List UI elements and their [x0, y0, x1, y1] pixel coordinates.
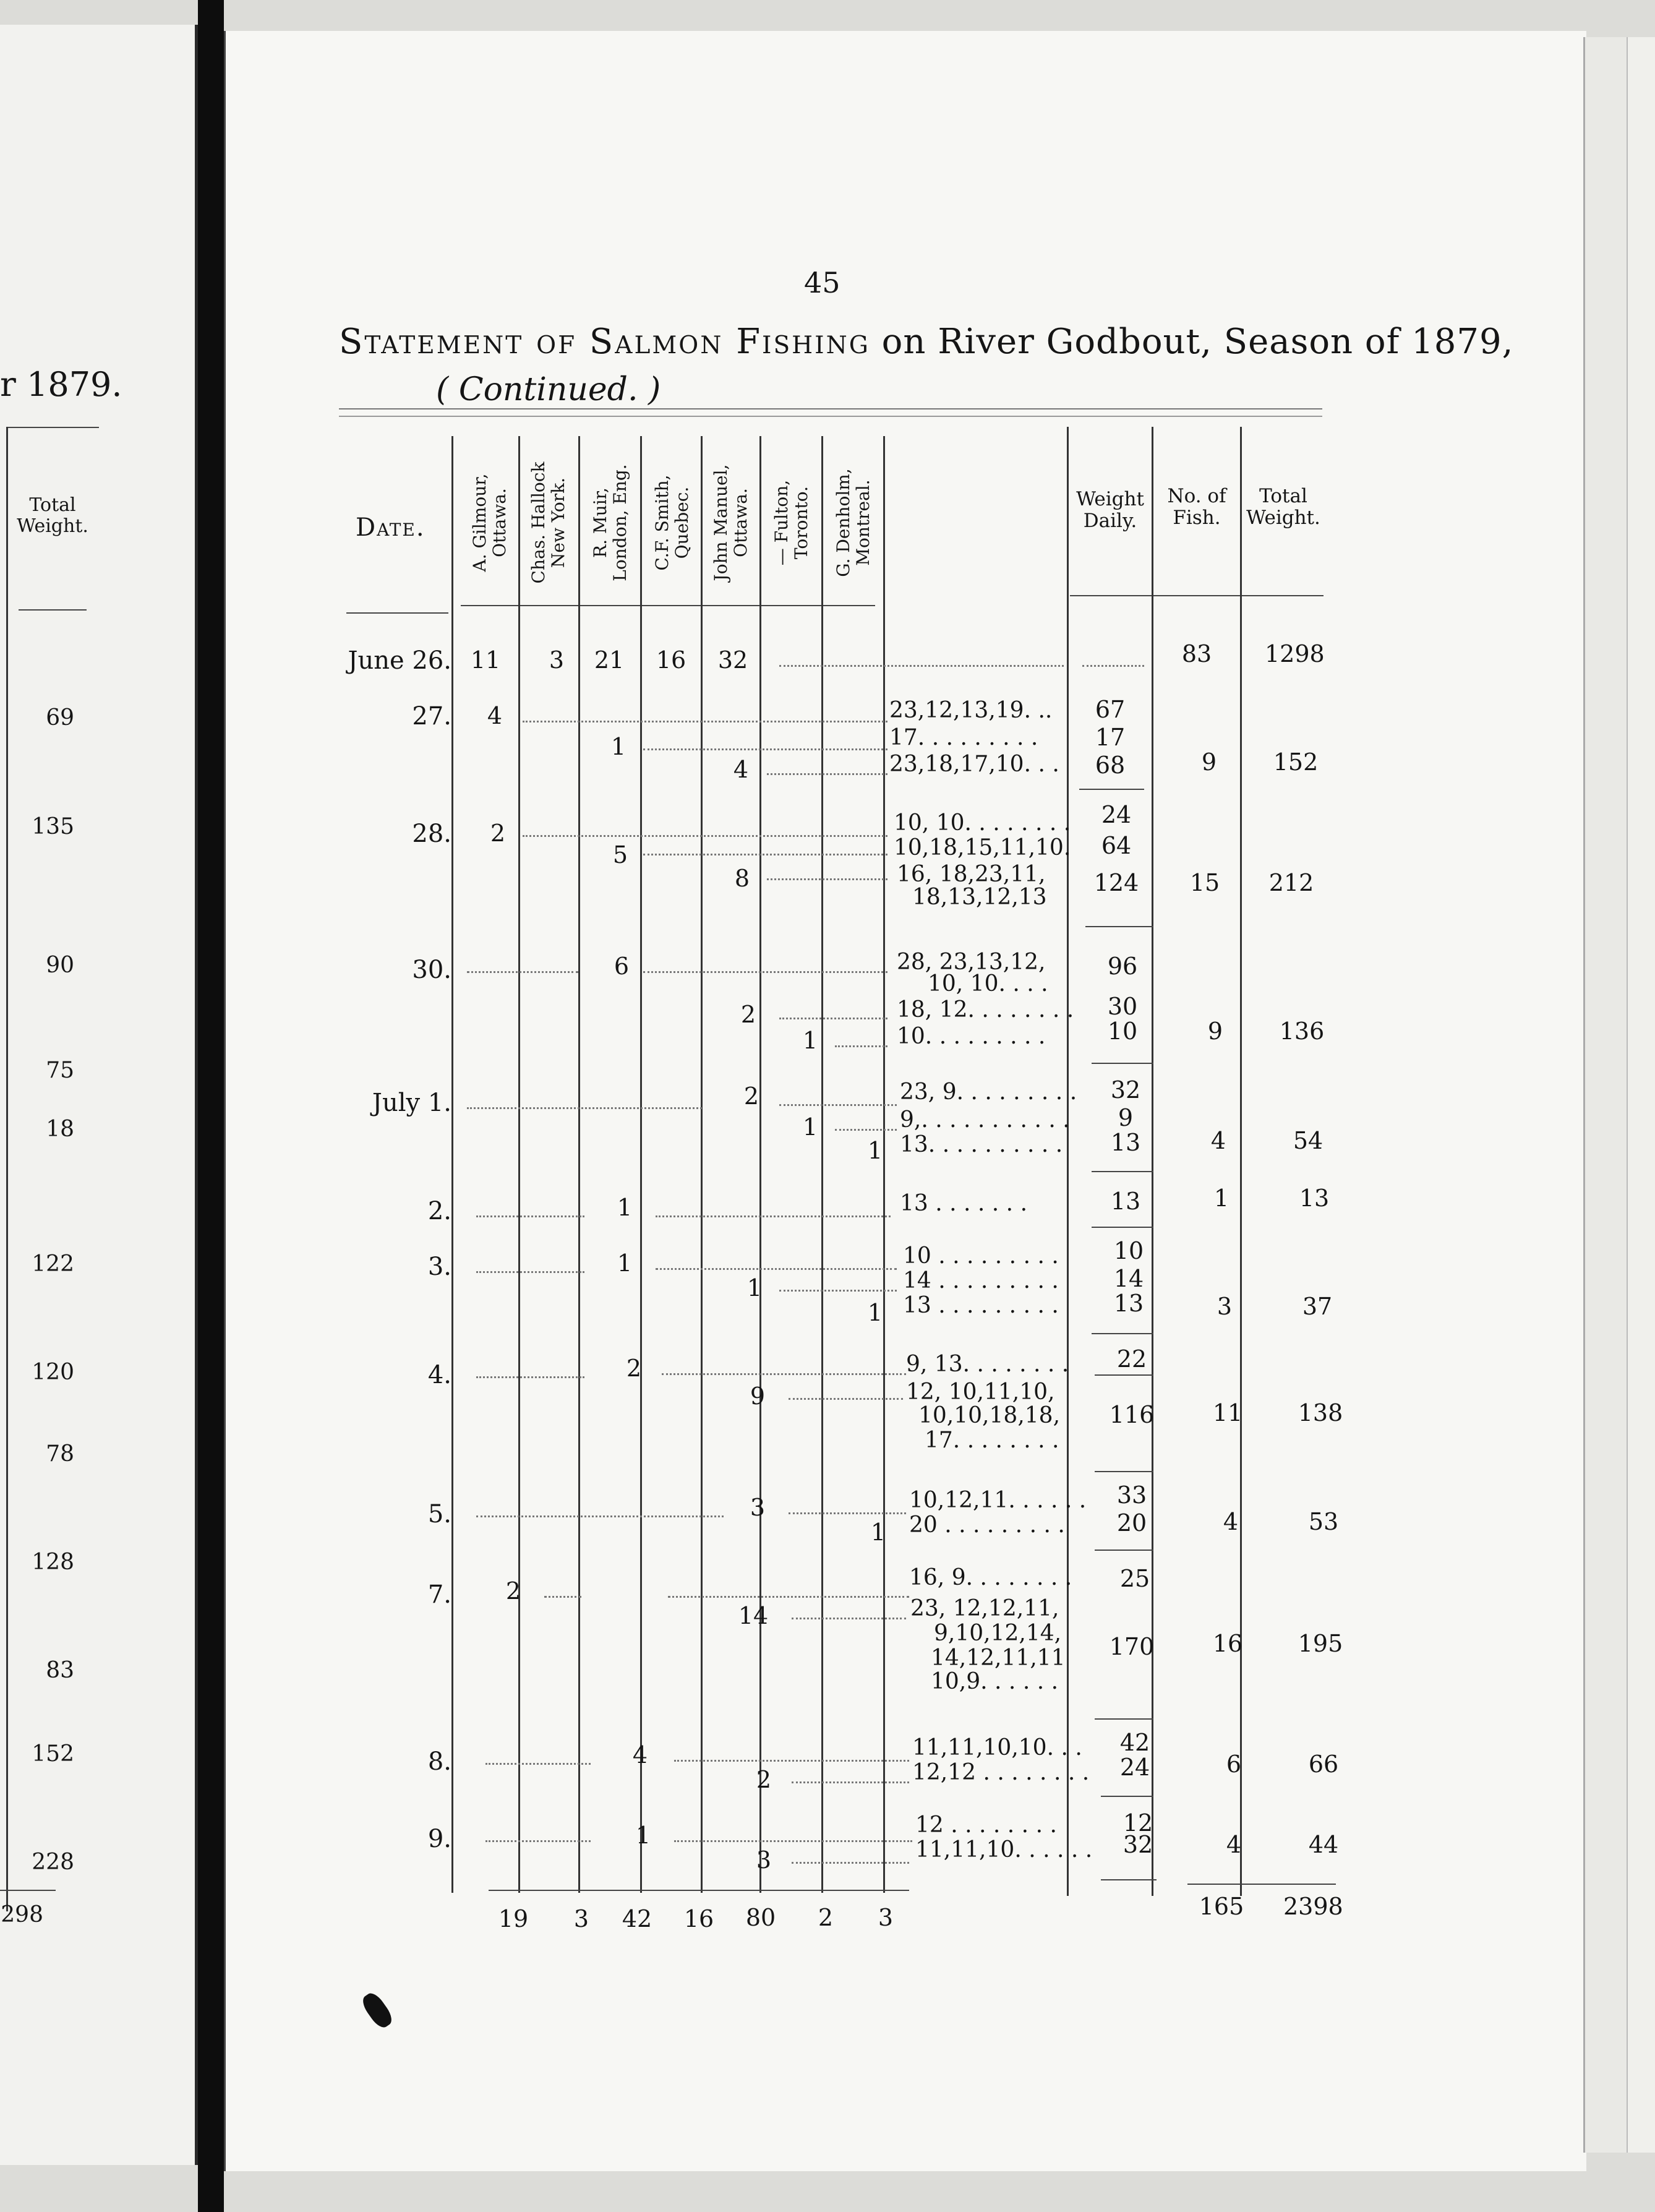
cell-detail: 10,12,11. . . . . .	[909, 1488, 1087, 1513]
cell-denholm: 1	[867, 1299, 883, 1326]
subtotal-rule	[1079, 789, 1144, 790]
prev-value: 152	[32, 1741, 74, 1767]
header-weight-daily: Weight Daily.	[1076, 488, 1144, 532]
top-rule	[339, 416, 1322, 417]
row-date: 9.	[427, 1825, 451, 1853]
cell-detail: 16, 9. . . . . . . .	[909, 1565, 1072, 1590]
total-manuel: 80	[745, 1904, 776, 1931]
column-rule	[759, 436, 761, 1893]
cell-weight-daily: 20	[1116, 1509, 1147, 1537]
totals-rule	[489, 1890, 909, 1891]
row-date: June 26.	[348, 646, 451, 675]
header-angler: — Fulton, Toronto.	[771, 479, 811, 566]
prev-page-year: r 1879.	[0, 365, 122, 404]
cell-detail: 23,12,13,19. ..	[889, 698, 1053, 723]
cell-detail: 16, 18,23,11,	[897, 862, 1046, 887]
cell-detail-cont: 9,10,12,14,	[934, 1621, 1062, 1646]
dot-leader	[792, 1618, 906, 1619]
prev-total: 298	[1, 1902, 43, 1927]
cell-manuel: 2	[740, 1001, 756, 1028]
cell-detail: 9,. . . . . . . . . . .	[900, 1107, 1070, 1133]
dot-leader	[476, 1515, 724, 1517]
cell-weight-daily: 64	[1101, 832, 1132, 859]
book-gutter	[198, 0, 224, 2212]
title-rest: on River Godbout, Season of 1879,	[870, 322, 1514, 362]
prev-value: 75	[46, 1058, 74, 1083]
cell-no-of-fish: 6	[1226, 1751, 1242, 1778]
prev-page-header: Total Weight.	[17, 494, 88, 537]
cell-total-weight: 138	[1298, 1399, 1343, 1426]
cell-weight-daily: 13	[1110, 1188, 1141, 1215]
prev-value: 228	[32, 1850, 74, 1875]
total-hallock: 3	[573, 1905, 589, 1932]
cell-gilmour: 4	[487, 702, 503, 729]
cell-detail: 18, 12. . . . . . . .	[897, 997, 1074, 1022]
dot-leader	[643, 971, 887, 973]
cell-weight-daily: 96	[1107, 953, 1138, 980]
cell-detail-cont: 10,9. . . . . .	[931, 1669, 1059, 1694]
row-date: 4.	[427, 1361, 451, 1389]
prev-value: 83	[46, 1658, 74, 1683]
total-no-of-fish: 165	[1199, 1893, 1244, 1920]
subtotal-rule	[1092, 1063, 1153, 1064]
dot-leader	[656, 1268, 897, 1270]
prev-value: 18	[46, 1117, 74, 1142]
cell-detail: 17. . . . . . . . .	[889, 725, 1038, 750]
dot-leader	[668, 1596, 909, 1598]
cell-muir: 2	[626, 1355, 642, 1382]
header-angler: John Manuel, Ottawa.	[711, 464, 751, 581]
cell-weight-daily: 68	[1095, 752, 1126, 779]
cell-muir: 21	[594, 646, 625, 674]
cell-detail: 12,12 . . . . . . . .	[912, 1760, 1090, 1785]
cell-muir: 1	[610, 733, 627, 760]
cell-manuel: 3	[750, 1494, 766, 1521]
cell-weight-daily: 10	[1107, 1018, 1138, 1045]
cell-weight-daily: 13	[1113, 1290, 1144, 1317]
cell-no-of-fish: 9	[1201, 748, 1217, 776]
cell-manuel: 4	[733, 756, 749, 783]
cell-weight-daily: 24	[1119, 1754, 1150, 1781]
cell-no-of-fish: 3	[1217, 1293, 1233, 1320]
cell-muir: 1	[635, 1822, 651, 1849]
dot-leader	[476, 1215, 584, 1217]
cell-muir: 6	[614, 953, 630, 980]
cell-detail: 10, 10. . . . . . . .	[894, 810, 1071, 836]
subtotal-rule	[1092, 1333, 1153, 1334]
dot-leader	[467, 971, 578, 973]
prev-value: 135	[32, 814, 74, 839]
cell-weight-daily: 25	[1119, 1565, 1150, 1592]
cell-manuel: 14	[738, 1602, 769, 1629]
cell-total-weight: 44	[1308, 1831, 1339, 1858]
cell-weight-daily: 32	[1110, 1076, 1141, 1104]
cell-detail: 13 . . . . . . . . .	[903, 1293, 1059, 1318]
cell-detail: 10. . . . . . . . .	[897, 1024, 1046, 1049]
column-rule	[883, 436, 885, 1893]
dot-leader	[544, 1596, 581, 1598]
cell-detail: 12 . . . . . . . .	[915, 1812, 1057, 1838]
cell-detail: 10,18,15,11,10.	[894, 835, 1071, 860]
cell-manuel: 3	[756, 1846, 772, 1874]
cell-detail-cont: 17. . . . . . . .	[925, 1428, 1059, 1453]
previous-page	[0, 25, 199, 2165]
total-denholm: 3	[878, 1904, 894, 1931]
cell-weight-daily: 124	[1093, 869, 1139, 896]
cell-no-of-fish: 4	[1210, 1127, 1226, 1154]
dot-leader	[485, 1763, 591, 1765]
cell-weight-daily: 67	[1095, 696, 1126, 723]
totals-rule	[1187, 1884, 1336, 1885]
cell-muir: 1	[617, 1194, 633, 1221]
cell-detail: 13. . . . . . . . . .	[900, 1132, 1063, 1157]
row-date: 8.	[427, 1747, 451, 1776]
cell-detail: 23, 12,12,11,	[910, 1596, 1059, 1621]
total-gilmour: 19	[498, 1905, 529, 1932]
cell-detail-cont: 10, 10. . . .	[928, 971, 1048, 997]
cell-detail-cont: 10,10,18,18,	[918, 1403, 1061, 1428]
prev-value: 128	[32, 1550, 74, 1575]
cell-detail: 23,18,17,10. . .	[889, 752, 1059, 777]
cell-weight-daily: 9	[1118, 1104, 1134, 1131]
header-total-weight: Total Weight.	[1246, 485, 1320, 529]
cell-manuel: 9	[750, 1382, 766, 1410]
header-rule	[346, 612, 448, 614]
cell-denholm: 1	[870, 1519, 886, 1546]
dot-leader	[485, 1840, 591, 1842]
cell-gilmour: 2	[505, 1577, 521, 1605]
cell-weight-daily: 42	[1119, 1729, 1150, 1756]
cell-detail: 13 . . . . . . .	[900, 1191, 1028, 1216]
cell-manuel: 32	[717, 646, 748, 674]
column-rule	[1240, 427, 1242, 1896]
cell-total-weight: 212	[1268, 869, 1314, 896]
column-rule	[1152, 427, 1153, 1896]
header-angler: Chas. Hallock New York.	[528, 461, 568, 584]
column-rule	[640, 436, 642, 1893]
cell-weight-daily: 13	[1110, 1129, 1141, 1156]
prev-value: 69	[46, 705, 74, 731]
prev-value: 120	[32, 1360, 74, 1385]
cell-muir: 1	[617, 1250, 633, 1277]
page-edge	[1583, 37, 1628, 2153]
cell-no-of-fish: 83	[1181, 640, 1212, 667]
cell-detail-cont: 18,13,12,13	[912, 885, 1047, 910]
subtotal-rule	[1085, 926, 1153, 927]
top-rule	[339, 408, 1322, 409]
cell-hallock: 3	[549, 646, 565, 674]
cell-weight-daily: 12	[1123, 1809, 1153, 1837]
dot-leader	[523, 721, 887, 722]
dot-leader	[779, 665, 1064, 667]
cell-weight-daily: 10	[1113, 1237, 1144, 1264]
dot-leader	[643, 748, 887, 750]
dot-leader	[792, 1781, 909, 1783]
header-no-of-fish: No. of Fish.	[1167, 485, 1226, 529]
row-date: 27.	[412, 702, 451, 731]
cell-total-weight: 37	[1302, 1293, 1333, 1320]
cell-total-weight: 13	[1299, 1185, 1330, 1212]
total-muir: 42	[622, 1905, 652, 1932]
cell-detail: 12, 10,11,10,	[906, 1379, 1055, 1405]
column-rule	[451, 436, 453, 1893]
cell-detail: 10 . . . . . . . . .	[903, 1243, 1059, 1269]
prev-page-rule	[6, 427, 99, 428]
header-rule	[1070, 595, 1324, 596]
cell-gilmour: 11	[470, 646, 501, 674]
total-weight: 2398	[1283, 1893, 1343, 1920]
dot-leader	[476, 1271, 584, 1273]
cell-detail: 9, 13. . . . . . . .	[906, 1352, 1069, 1377]
cell-detail: 20 . . . . . . . . .	[909, 1512, 1065, 1538]
dot-leader	[767, 773, 887, 775]
cell-detail-cont: 14,12,11,11	[931, 1645, 1066, 1671]
dot-leader	[779, 1290, 897, 1292]
row-date: 7.	[427, 1580, 451, 1609]
page-number: 45	[804, 266, 840, 299]
cell-no-of-fish: 11	[1212, 1399, 1243, 1426]
column-rule	[518, 436, 520, 1893]
row-date: 3.	[427, 1253, 451, 1281]
page-title	[339, 322, 1513, 362]
cell-weight-daily: 24	[1101, 801, 1132, 828]
cell-total-weight: 53	[1308, 1508, 1339, 1535]
cell-weight-daily: 170	[1109, 1633, 1155, 1660]
dot-leader	[789, 1398, 903, 1400]
header-angler: R. Muir, London, Eng.	[590, 464, 630, 581]
cell-no-of-fish: 1	[1213, 1185, 1229, 1212]
dot-leader	[662, 1373, 906, 1375]
subtotal-rule	[1095, 1471, 1153, 1472]
row-date: 5.	[427, 1500, 451, 1528]
totals-rule	[1101, 1879, 1157, 1880]
prev-value: 90	[46, 953, 74, 978]
dot-leader	[476, 1376, 584, 1378]
cell-weight-daily: 17	[1095, 724, 1126, 751]
column-rule	[701, 436, 703, 1893]
cell-no-of-fish: 4	[1223, 1508, 1239, 1535]
cell-muir: 4	[632, 1741, 648, 1768]
dot-leader	[779, 1018, 887, 1019]
cell-total-weight: 54	[1293, 1127, 1324, 1154]
cell-total-weight: 136	[1279, 1018, 1325, 1045]
subtotal-rule	[1095, 1374, 1153, 1376]
cell-detail: 11,11,10. . . . . .	[915, 1837, 1093, 1863]
cell-detail: 14 . . . . . . . . .	[903, 1268, 1059, 1293]
cell-weight-daily: 14	[1113, 1265, 1144, 1292]
row-date: July 1.	[372, 1089, 451, 1117]
prev-value: 78	[46, 1441, 74, 1467]
cell-fulton: 1	[802, 1027, 818, 1054]
cell-weight-daily: 33	[1116, 1481, 1147, 1509]
dot-leader	[767, 878, 887, 880]
dot-leader	[467, 1107, 702, 1109]
cell-no-of-fish: 4	[1226, 1831, 1242, 1858]
cell-total-weight: 66	[1308, 1751, 1339, 1778]
cell-weight-daily: 22	[1116, 1345, 1147, 1373]
cell-no-of-fish: 16	[1212, 1630, 1243, 1657]
dot-leader	[674, 1760, 909, 1762]
header-angler: G. Denholm, Montreal.	[833, 468, 873, 577]
cell-weight-daily: 30	[1107, 993, 1138, 1020]
cell-manuel: 2	[743, 1082, 759, 1110]
dot-leader	[1082, 665, 1144, 667]
cell-total-weight: 195	[1298, 1630, 1343, 1657]
title-smallcaps: Statement of Salmon Fishing	[339, 322, 870, 362]
header-date: Date.	[356, 513, 426, 542]
header-angler: C.F. Smith, Quebec.	[652, 474, 692, 571]
row-date: 28.	[412, 820, 451, 848]
cell-detail: 11,11,10,10. . .	[912, 1735, 1082, 1760]
cell-manuel: 1	[746, 1274, 763, 1301]
cell-no-of-fish: 15	[1189, 869, 1220, 896]
subtotal-rule	[1101, 1796, 1153, 1797]
dot-leader	[789, 1512, 906, 1514]
cell-muir: 5	[612, 841, 628, 868]
cell-manuel: 8	[734, 865, 750, 892]
cell-manuel: 2	[756, 1766, 772, 1793]
subtotal-rule	[1095, 1550, 1153, 1551]
subtotal-rule	[1092, 1171, 1153, 1172]
cell-total-weight: 1298	[1265, 640, 1325, 667]
row-date: 30.	[412, 956, 451, 984]
dot-leader	[523, 835, 887, 837]
cell-no-of-fish: 9	[1207, 1018, 1223, 1045]
dot-leader	[656, 1215, 891, 1217]
dot-leader	[674, 1840, 912, 1842]
dot-leader	[779, 1104, 897, 1106]
page-subtitle: ( Continued. )	[436, 371, 661, 408]
prev-page-total-rule	[0, 1890, 56, 1891]
cell-weight-daily: 116	[1109, 1401, 1155, 1428]
subtotal-rule	[1092, 1227, 1153, 1228]
subtotal-rule	[1095, 1718, 1153, 1720]
cell-gilmour: 2	[490, 820, 506, 847]
dot-leader	[835, 1045, 887, 1047]
cell-fulton: 1	[802, 1113, 818, 1141]
dot-leader	[792, 1862, 909, 1864]
cell-detail: 23, 9. . . . . . . . .	[900, 1079, 1077, 1105]
cell-smith: 16	[656, 646, 686, 674]
prev-value: 122	[32, 1251, 74, 1277]
dot-leader	[835, 1129, 897, 1131]
total-fulton: 2	[818, 1904, 834, 1931]
header-rule	[461, 605, 875, 606]
dot-leader	[643, 854, 887, 855]
cell-weight-daily: 32	[1123, 1831, 1153, 1858]
cell-total-weight: 152	[1273, 748, 1319, 776]
page-edge	[1627, 37, 1655, 2153]
total-smith: 16	[683, 1905, 714, 1932]
column-rule	[1067, 427, 1069, 1896]
column-rule	[821, 436, 823, 1893]
header-angler: A. Gilmour, Ottawa.	[469, 473, 510, 572]
cell-denholm: 1	[867, 1137, 883, 1164]
row-date: 2.	[427, 1197, 451, 1225]
prev-page-header-rule	[19, 609, 87, 611]
cell-detail: 28, 23,13,12,	[897, 950, 1046, 975]
prev-page-column-rule	[6, 427, 8, 1911]
